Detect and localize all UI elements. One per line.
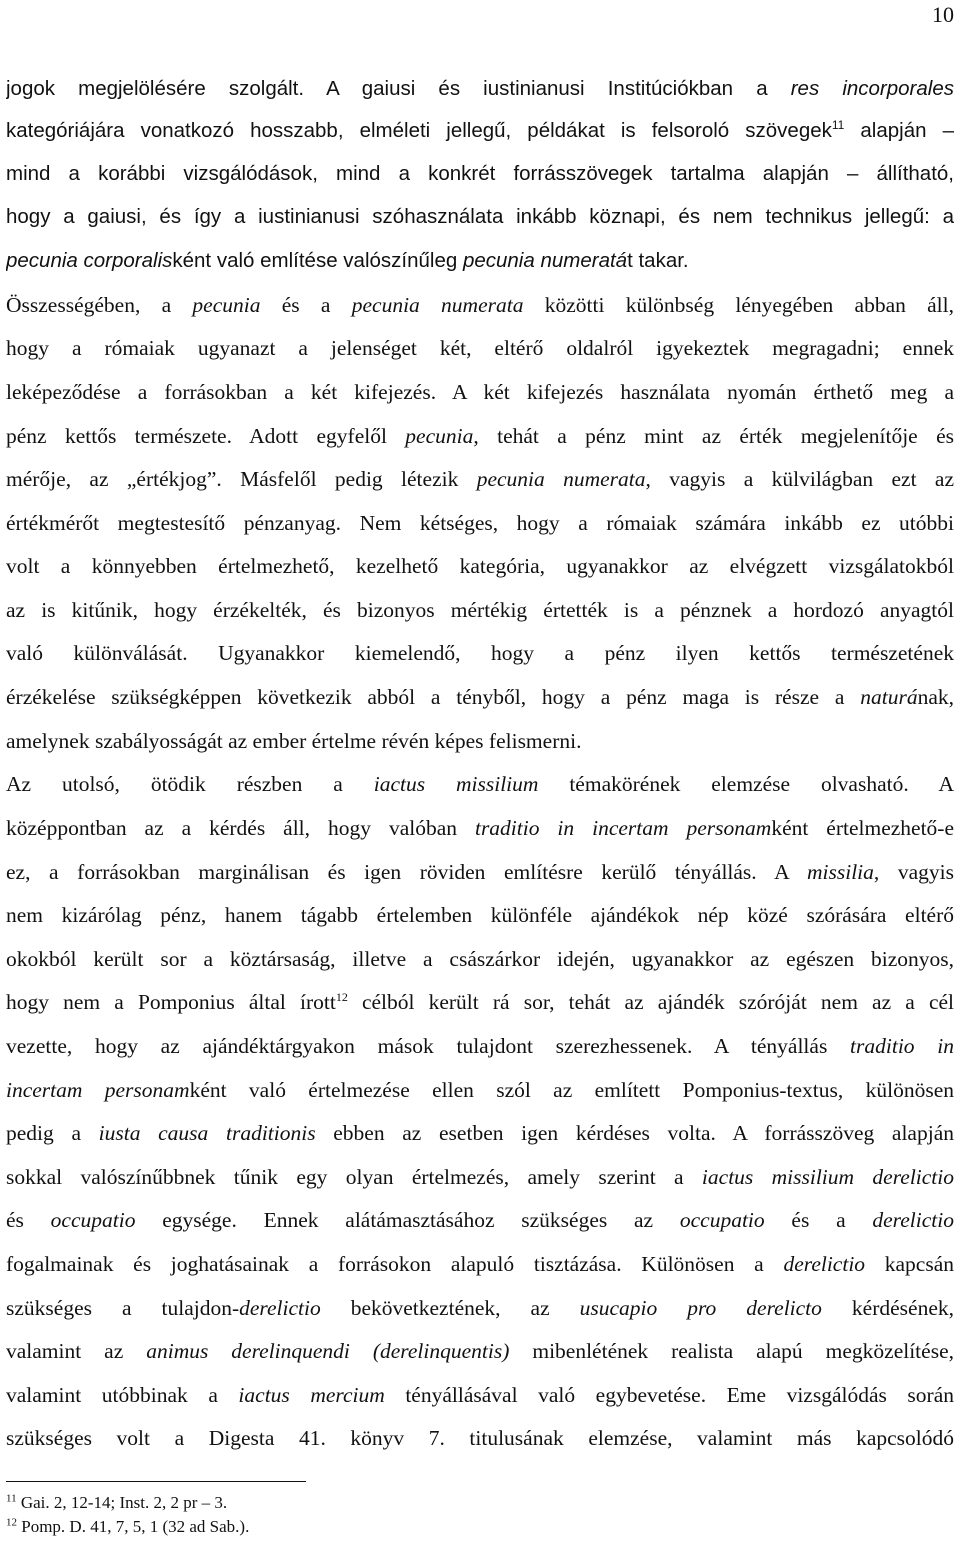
footnote-number: 12 xyxy=(6,1516,17,1529)
italic-text: iactus missilium derelictio xyxy=(701,1165,954,1189)
text-line xyxy=(6,944,954,974)
text-segment: , vagyis xyxy=(873,860,954,884)
text-segment: fogalmainak és joghatásainak a forrásokon alapuló tisztázása. Különösen a xyxy=(6,1252,784,1276)
text-line xyxy=(6,1293,954,1323)
text-segment: kategóriájára vonatkozó hosszabb, elméleti jellegű, példákat is felsoroló szövegek xyxy=(6,119,832,142)
text-segment: való különválását. Ugyanakkor kiemelendő, hogy a pénz ilyen kettős természetének xyxy=(6,641,954,665)
text-line xyxy=(6,1249,954,1279)
italic-text: pecunia xyxy=(405,424,474,448)
text-line xyxy=(6,202,954,232)
italic-text: animus derelinquendi (derelinquentis) xyxy=(146,1339,510,1363)
text-segment: érzékelése szükségképpen következik abból a tényből, hogy a pénz maga is része a xyxy=(6,685,861,709)
footnote-text: Pomp. D. 41, 7, 5, 1 (32 ad Sab.). xyxy=(17,1517,250,1536)
text-segment: célból került rá sor, tehát az ajándék szóróját nem az a cél xyxy=(347,990,954,1014)
italic-text: traditio in xyxy=(850,1034,954,1058)
text-segment: hogy a rómaiak ugyanazt a jelenséget két, eltérő oldalról igyekeztek megragadni; ennek xyxy=(6,336,954,360)
text-segment: vezette, hogy az ajándéktárgyakon mások tulajdont szerezhessenek. A tényállás xyxy=(6,1034,851,1058)
italic-text: naturá xyxy=(860,685,918,709)
italic-text: pecunia numerata xyxy=(476,467,646,491)
footnote-reference: 12 xyxy=(335,989,348,1004)
italic-text: pecunia numeratá xyxy=(462,249,628,272)
text-segment: közötti különbség lényegében abban áll, xyxy=(523,293,954,317)
italic-text: iusta causa traditionis xyxy=(98,1121,316,1145)
text-segment: pénz kettős természete. Adott egyfelől xyxy=(6,424,406,448)
text-segment: és xyxy=(6,1208,51,1232)
text-segment: hogy a gaiusi, és így a iustinianusi szóhasználata inkább köznapi, és nem technikus jellegű: a xyxy=(6,205,954,228)
text-line xyxy=(6,857,954,887)
italic-text: occupatio xyxy=(50,1208,136,1232)
text-line xyxy=(6,726,954,756)
text-segment: nak, xyxy=(917,685,954,709)
text-segment: tényállásával való egybevetése. Eme vizsgálódás során xyxy=(384,1383,954,1407)
italic-text: iactus missilium xyxy=(373,772,539,796)
text-segment: Összességében, a xyxy=(6,293,193,317)
text-segment: hogy nem a Pomponius által írott xyxy=(6,990,336,1014)
text-segment: bekövetkeztének, az xyxy=(320,1296,580,1320)
text-line xyxy=(6,1205,954,1235)
text-segment: szükséges volt a Digesta 41. könyv 7. titulusának elemzése, valamint más kapcsolódó xyxy=(6,1426,954,1450)
italic-text: pecunia xyxy=(192,293,261,317)
page-number: 10 xyxy=(932,2,954,27)
text-line xyxy=(6,551,954,581)
text-segment: és a xyxy=(764,1208,873,1232)
text-segment: kapcsán xyxy=(865,1252,954,1276)
italic-text: pecunia numerata xyxy=(351,293,524,317)
italic-text: derelictio xyxy=(872,1208,954,1232)
text-segment: ként való értelmezése ellen szól az említett Pomponius-textus, különösen xyxy=(189,1078,954,1102)
text-segment: okokból került sor a köztársaság, illetve a császárkor idején, ugyanakkor az egészen bizonyos, xyxy=(6,947,954,971)
text-segment: valamint utóbbinak a xyxy=(6,1383,239,1407)
italic-text: pecunia corporalis xyxy=(6,249,173,272)
text-segment: ez, a forrásokban marginálisan és igen röviden említésre kerülő tényállás. A xyxy=(6,860,807,884)
text-line xyxy=(6,1118,954,1148)
text-segment: pedig a xyxy=(6,1121,99,1145)
text-line xyxy=(6,1423,954,1453)
text-line xyxy=(6,682,954,712)
text-line xyxy=(6,74,954,104)
italic-text: iactus mercium xyxy=(238,1383,385,1407)
text-line xyxy=(6,464,954,494)
text-line xyxy=(6,987,954,1017)
text-segment: és a xyxy=(260,293,352,317)
footnote-number: 11 xyxy=(6,1492,17,1505)
footnote-reference: 11 xyxy=(831,118,845,133)
italic-text: incertam personam xyxy=(6,1078,190,1102)
text-line xyxy=(6,116,954,146)
text-segment: mibenlétének realista alapú megközelítése, xyxy=(509,1339,954,1363)
text-line xyxy=(6,595,954,625)
text-segment: mind a korábbi vizsgálódások, mind a konkrét forrásszövegek tartalma alapján – állítható, xyxy=(6,162,954,185)
text-segment: valamint az xyxy=(6,1339,147,1363)
text-line xyxy=(6,1075,954,1105)
text-line xyxy=(6,421,954,451)
footnote-12 xyxy=(6,1517,249,1537)
text-segment: nem kizárólag pénz, hanem tágabb értelemben különféle ajándékok nép közé szórására eltérő xyxy=(6,903,954,927)
text-line xyxy=(6,508,954,538)
italic-text: res incorporales xyxy=(790,77,954,100)
text-segment: jogok megjelölésére szolgált. A gaiusi és iustinianusi Institúciókban a xyxy=(6,77,791,100)
text-segment: amelynek szabályosságát az ember értelme révén képes felismerni. xyxy=(6,729,582,753)
text-line xyxy=(6,638,954,668)
text-segment: mérője, az „értékjog”. Másfelől pedig létezik xyxy=(6,467,477,491)
text-segment: alapján – xyxy=(844,119,954,142)
italic-text: derelictio xyxy=(239,1296,321,1320)
text-segment: volt a könnyebben értelmezhető, kezelhető kategória, ugyanakkor az elvégzett vizsgálatokból xyxy=(6,554,954,578)
text-segment: középpontban az a kérdés áll, hogy valóban xyxy=(6,816,475,840)
text-line xyxy=(6,1031,954,1061)
text-segment: értékmérőt megtestesítő pénzanyag. Nem kétséges, hogy a rómaiak számára inkább ez utóbbi xyxy=(6,511,954,535)
text-segment: , vagyis a külvilágban ezt az xyxy=(645,467,954,491)
text-segment: témakörének elemzése olvasható. A xyxy=(538,772,954,796)
text-line xyxy=(6,1162,954,1192)
text-line xyxy=(6,1336,954,1366)
text-line xyxy=(6,159,954,189)
footnote-separator xyxy=(6,1481,306,1482)
italic-text: missilia xyxy=(807,860,874,884)
text-segment: szükséges a tulajdon- xyxy=(6,1296,240,1320)
text-segment: t takar. xyxy=(627,249,689,272)
text-line xyxy=(6,813,954,843)
footnote-11 xyxy=(6,1493,227,1513)
text-line xyxy=(6,333,954,363)
text-segment: az is kitűnik, hogy érzékelték, és bizonyos mértékig értették is a pénznek a hordozó anyagtól xyxy=(6,598,954,622)
text-line xyxy=(6,290,954,320)
text-line xyxy=(6,246,954,276)
text-segment: ebben az esetben igen kérdéses volta. A forrásszöveg alapján xyxy=(315,1121,954,1145)
text-segment: ként való említése valószínűleg xyxy=(172,249,463,272)
text-segment: kérdésének, xyxy=(821,1296,954,1320)
footnote-text: Gai. 2, 12-14; Inst. 2, 2 pr – 3. xyxy=(16,1493,228,1512)
text-line xyxy=(6,377,954,407)
text-segment: leképeződése a forrásokban a két kifejezés. A két kifejezés használata nyomán érthető meg a xyxy=(6,380,954,404)
italic-text: derelictio xyxy=(783,1252,866,1276)
text-segment: sokkal valószínűbbnek tűnik egy olyan értelmezés, amely szerint a xyxy=(6,1165,702,1189)
text-line xyxy=(6,900,954,930)
text-segment: ként értelmezhető-e xyxy=(771,816,954,840)
italic-text: usucapio pro derelicto xyxy=(579,1296,822,1320)
text-line xyxy=(6,1380,954,1410)
text-segment: egysége. Ennek alátámasztásához szükséges az xyxy=(135,1208,680,1232)
italic-text: occupatio xyxy=(679,1208,765,1232)
italic-text: traditio in incertam personam xyxy=(474,816,772,840)
text-line xyxy=(6,769,954,799)
text-segment: Az utolsó, ötödik részben a xyxy=(6,772,374,796)
text-segment: , tehát a pénz mint az érték megjelenítője és xyxy=(473,424,954,448)
